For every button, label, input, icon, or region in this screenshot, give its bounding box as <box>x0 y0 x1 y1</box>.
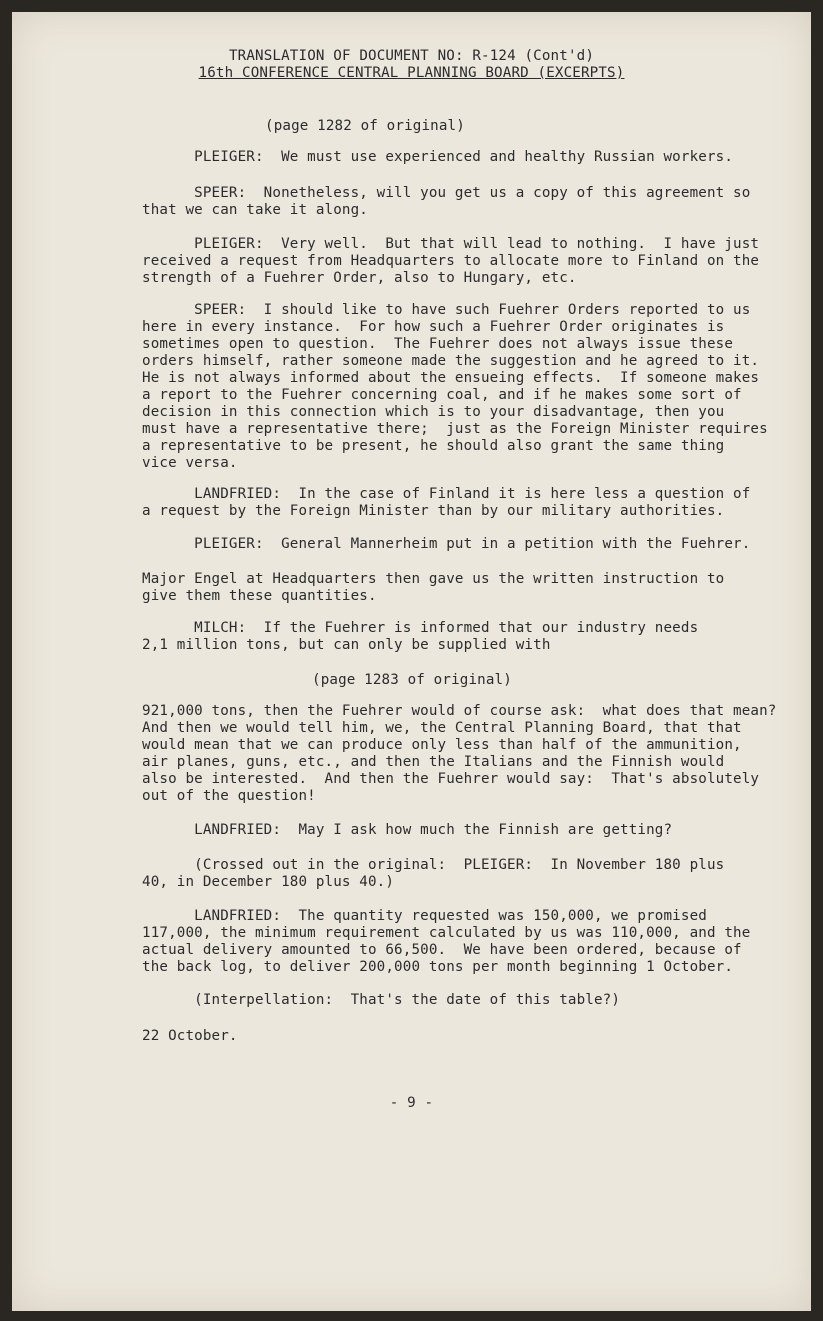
paragraph-interpellation: (Interpellation: That's the date of this table?) <box>142 992 621 1008</box>
paragraph-pleiger-3: PLEIGER: General Mannerheim put in a petition with the Fuehrer. <box>142 536 751 552</box>
page-number: - 9 - <box>389 1095 434 1111</box>
document-subtitle: 16th CONFERENCE CENTRAL PLANNING BOARD (EXCERPTS) <box>198 65 625 81</box>
paragraph-milch-1: MILCH: If the Fuehrer is informed that our industry needs 2,1 million tons, but can only be supplied with <box>142 620 699 653</box>
page-reference: (page 1283 of original) <box>312 672 512 688</box>
paragraph-milch-cont: 921,000 tons, then the Fuehrer would of course ask: what does that mean? And then we would tell him, we, the Central Planning Board, that that would mean that we can produce only less than half of the ammunition, air planes, guns, etc., and then the Italians and the Finnish would also be interested. And then the Fuehrer would say: That's absolutely out of the question! <box>142 703 777 804</box>
document-title: TRANSLATION OF DOCUMENT NO: R-124 (Cont'd) <box>228 48 595 64</box>
paragraph-pleiger-1: PLEIGER: We must use experienced and healthy Russian workers. <box>142 149 734 165</box>
paragraph-date: 22 October. <box>142 1028 238 1044</box>
paragraph-speer-1: SPEER: Nonetheless, will you get us a copy of this agreement so that we can take it along. <box>142 185 751 218</box>
paragraph-landfried-1: LANDFRIED: In the case of Finland it is here less a question of a request by the Foreign Minister than by our military authorities. <box>142 486 751 519</box>
paragraph-crossed-out: (Crossed out in the original: PLEIGER: In November 180 plus 40, in December 180 plus 40.) <box>142 857 725 890</box>
page-reference: (page 1282 of original) <box>265 118 465 134</box>
paragraph-landfried-2: LANDFRIED: May I ask how much the Finnish are getting? <box>142 822 673 838</box>
paragraph-pleiger-3-cont: Major Engel at Headquarters then gave us the written instruction to give them these quantities. <box>142 571 725 604</box>
paragraph-pleiger-2: PLEIGER: Very well. But that will lead to nothing. I have just received a request from Headquarters to allocate more to Finland on the strength of a Fuehrer Order, also to Hungary, etc. <box>142 236 760 286</box>
paragraph-landfried-3: LANDFRIED: The quantity requested was 150,000, we promised 117,000, the minimum requirement calculated by us was 110,000, and the actual delivery amounted to 66,500. We have been ordered, because of the back log, to deliver 200,000 tons per month beginning 1 October. <box>142 908 751 975</box>
paragraph-speer-2: SPEER: I should like to have such Fuehrer Orders reported to us here in every instance. For how such a Fuehrer Order originates is sometimes open to question. The Fuehrer does not always issue these orders himself, rather someone made the suggestion and he agreed to it. He is not always informed about the ensueing effects. If someone makes a report to the Fuehrer concerning coal, and if he makes some sort of decision in this connection which is to your disadvantage, then you must have a representative there; just as the Foreign Minister requires a representative to be present, he should also grant the same thing vice versa. <box>142 302 768 471</box>
